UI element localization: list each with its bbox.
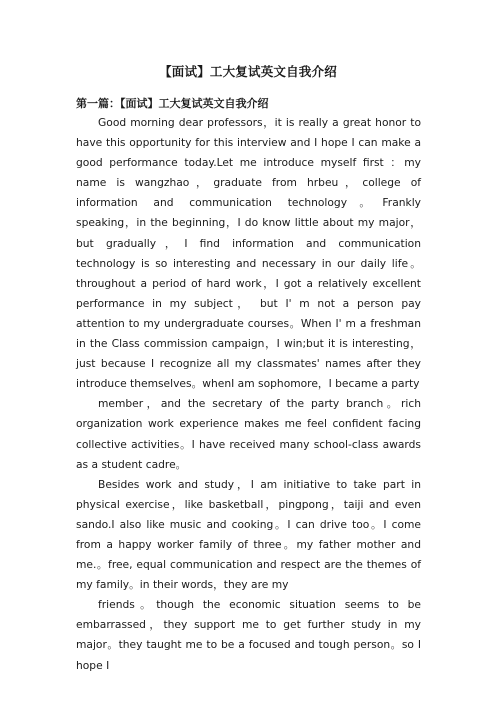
document-body — [76, 113, 421, 676]
paragraph: Besides work and study，I am initiative to take part in physical exercise，like basketball，pingpong，taiji and even sando.I also like music and cooking。I can drive too。I come from a happy worker family of three。my father mother and me.。free, equal communication and respect are the themes of my family。in their words，they are my — [76, 477, 421, 592]
paragraph: friends。though the economic situation seems to be embarrassed，they support me to get further study in my major。they taught me to be a focused and tough person。so I hope I — [76, 598, 421, 672]
document-title: 【面试】工大复试英文自我介绍 — [159, 64, 337, 79]
section-heading: 第一篇：【面试】工大复试英文自我介绍 — [76, 97, 269, 110]
paragraph: Good morning dear professors，it is really a great honor to have this opportunity for this interview and I hope I can make a good performance today.Let me introduce myself first ：my name is wangzhao，graduate from hrbeu，college of information and communication technology。Frankly speaking，in the beginning，I do know little about my major，but gradually，I find information and communication technology is so interesting and necessary in our daily life。throughout a period of hard work，I got a relatively excellent performance in my subject， but I' m not a person pay attention to my undergraduate courses。When I' m a freshman in the Class commission campaign，I win;but it is interesting，just because I recognize all my classmates' names after they introduce themselves。whenI am sophomore，I became a party — [76, 116, 421, 391]
paragraph: member，and the secretary of the party branch。rich organization work experience makes me feel confident facing collective activities。I have received many school-class awards as a student cadre。 — [76, 397, 421, 471]
